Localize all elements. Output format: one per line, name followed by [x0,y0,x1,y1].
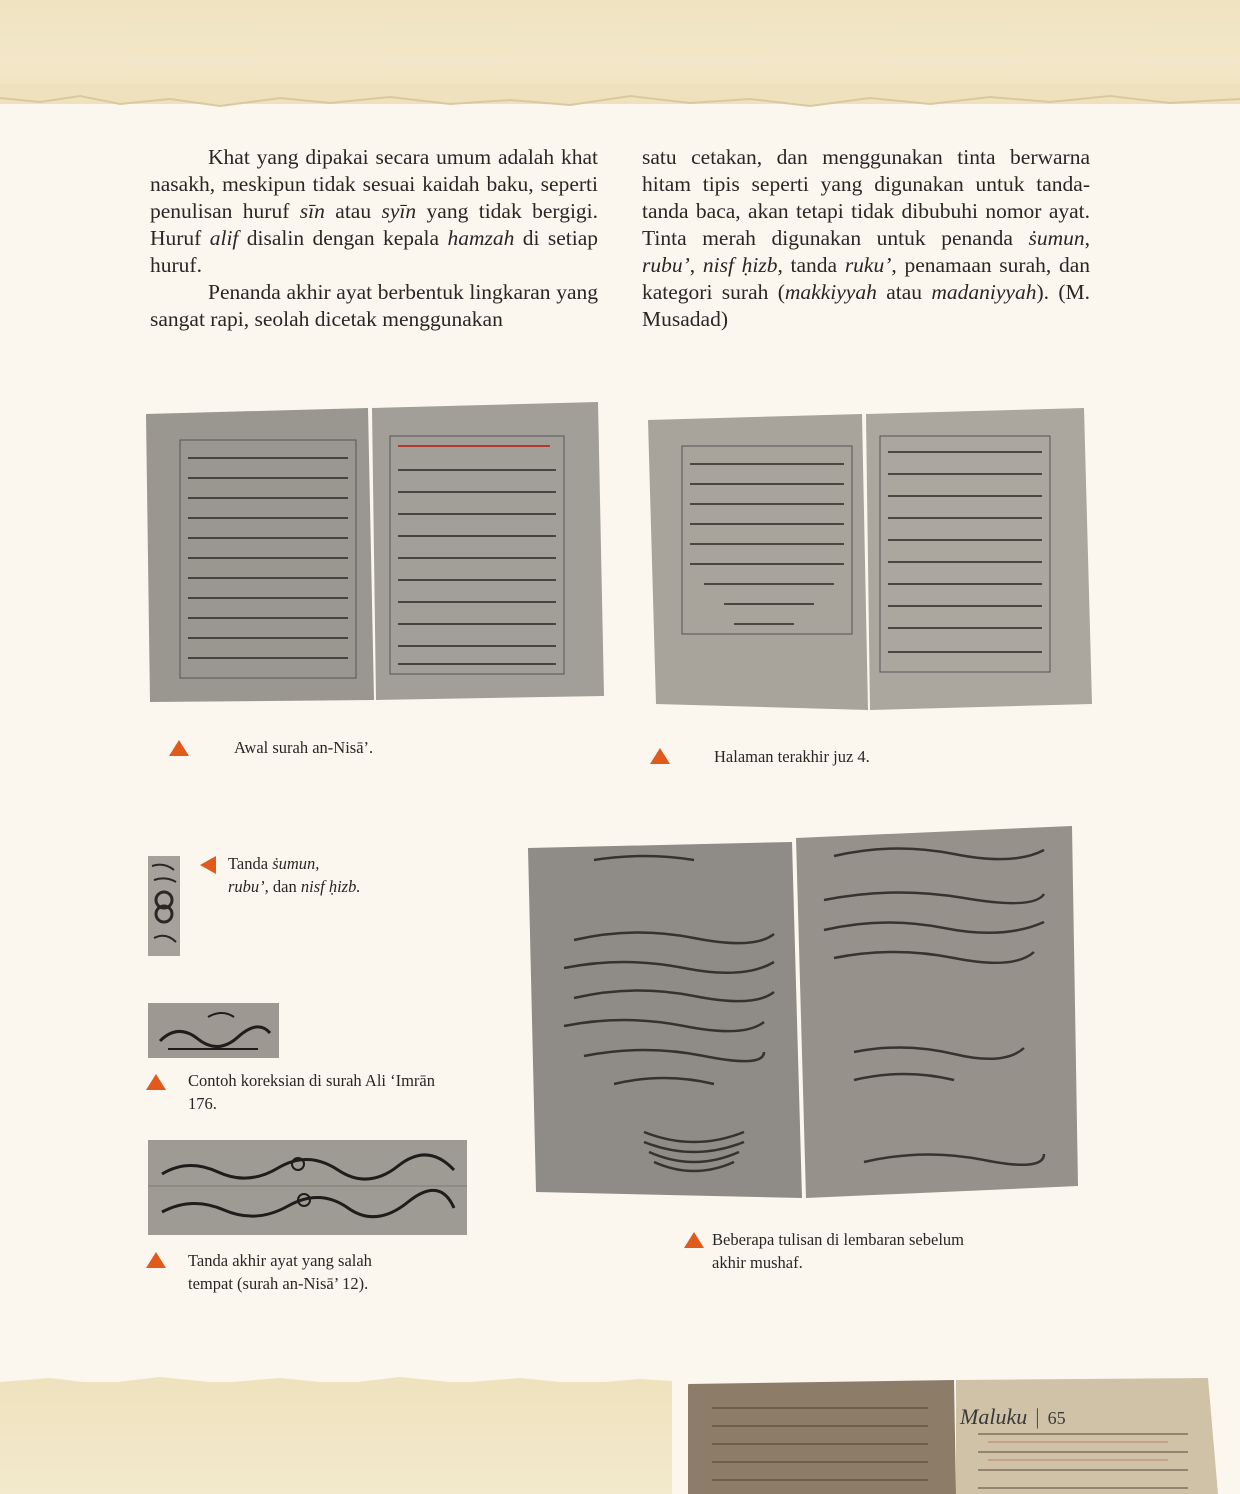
caption-marker-3 [200,856,216,874]
caption-akhir-ayat: Tanda akhir ayat yang salah tempat (surah an-Nisā’ 12). [188,1251,372,1293]
paragraph-khat: Khat yang dipakai secara umum adalah khat nasakh, meskipun tidak sesuai kaidah baku, seperti penulisan huruf sīn atau syīn yang tidak bergigi. Huruf alif disalin dengan kepala hamzah di setiap huruf. [150,145,599,277]
body-column-right [642,144,1090,333]
footer-manuscript-photo [688,1378,1240,1494]
caption-an-nisa: Awal surah an-Nisā’. [234,738,374,757]
caption-juz-4: Halaman terakhir juz 4. [714,747,870,766]
folio-section: Maluku [960,1404,1028,1429]
caption-koreksian: Contoh koreksian di surah Ali ‘Imrān 176. [188,1071,436,1113]
caption-marker-5 [146,1252,166,1268]
manuscript-photo-end-pages [524,822,1082,1202]
folio-separator: | [1035,1404,1040,1429]
folio [960,1404,1066,1430]
caption-marker-2 [650,748,670,764]
body-column-left [150,144,598,333]
verse-end-detail-photo [148,1140,467,1235]
caption-marker-4 [146,1074,166,1090]
page-number: 65 [1047,1408,1066,1428]
caption-sumun-rubu: Tanda ṡumun, rubu’, dan nisf ḥizb. [228,854,361,896]
correction-detail-photo [148,1003,279,1058]
caption-marker-6 [684,1232,704,1248]
marker-detail-photo [148,856,180,956]
bottom-paper-band [0,1382,672,1494]
paragraph-penanda: Penanda akhir ayat berbentuk lingkaran yang sangat rapi, seolah dicetak menggunakan [150,280,598,331]
paragraph-continuation: satu cetakan, dan menggunakan tinta berwarna hitam tipis seperti yang digunakan untuk tanda-tanda baca, akan tetapi tidak dibubuhi nomor ayat. Tinta merah digunakan untuk penanda ṡumun, rubu’, nisf ḥizb, tanda ruku’, penamaan surah, dan kategori surah (makkiyyah atau madaniyyah). (M. Musadad) [642,145,1091,331]
caption-tulisan-mushaf: Beberapa tulisan di lembaran sebelum akhir mushaf. [712,1230,964,1272]
torn-paper-edge [0,84,1240,116]
caption-marker-1 [169,740,189,756]
manuscript-photo-an-nisa [140,400,608,712]
manuscript-photo-juz-4 [644,404,1094,716]
